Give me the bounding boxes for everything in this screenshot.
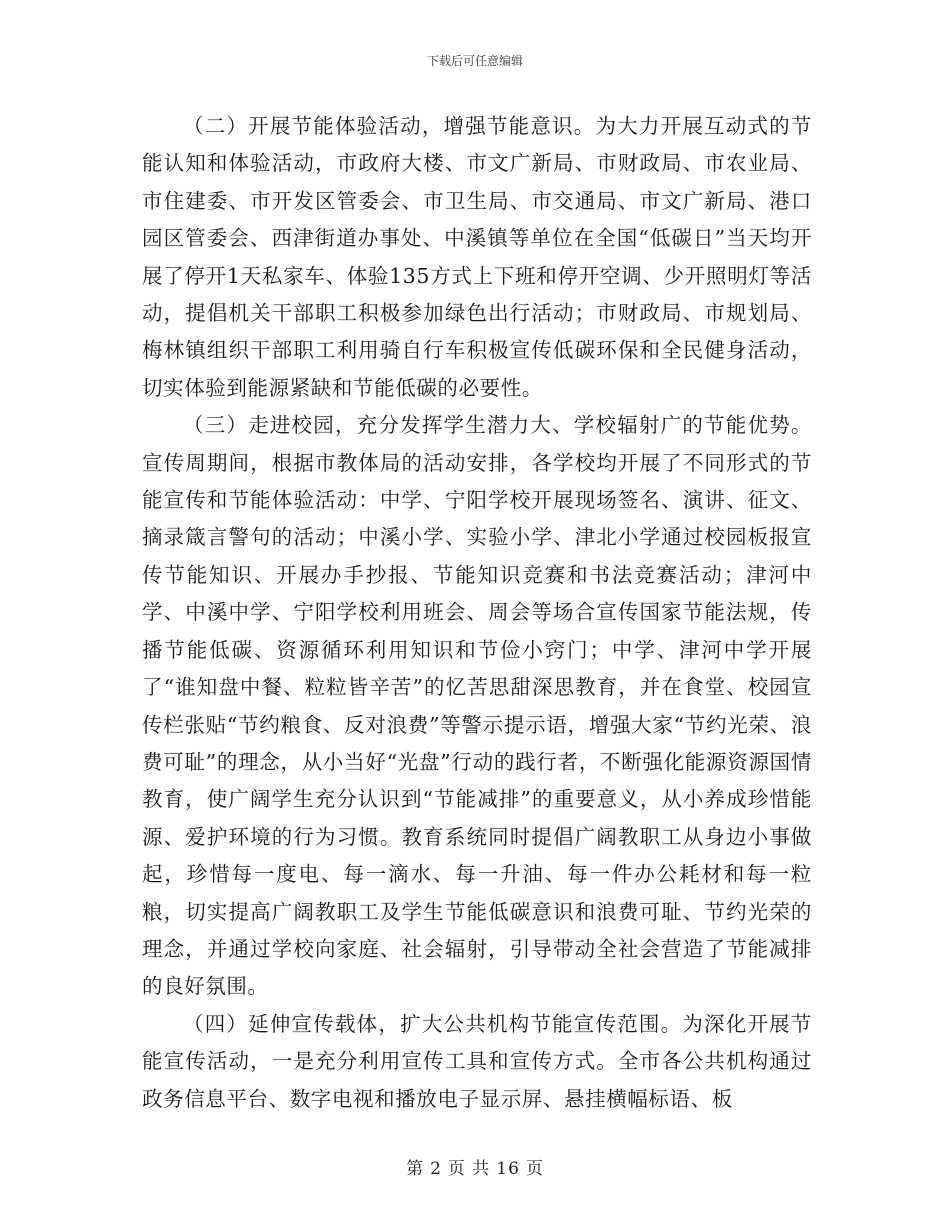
page-header: 下载后可任意编辑 [426,54,523,68]
page-footer [0,1154,950,1179]
footer-page-number: 2 [430,1159,442,1179]
footer-prefix: 第 [406,1159,425,1179]
paragraph-four: （四）延伸宣传载体，扩大公共机构节能宣传范围。为深化开展节能宣传活动，一是充分利用宣传工具和宣传方式。全市各公共机构通过政务信息平台、数字电视和播放电子显示屏、悬挂横幅标语、板 [142,1011,812,1111]
document-body [142,108,812,1118]
footer-total-pages: 16 [496,1159,520,1179]
footer-suffix: 页 [525,1159,544,1179]
paragraph-three: （三）走进校园，充分发挥学生潜力大、学校辐射广的节能优势。宣传周期间，根据市教体局的活动安排，各学校均开展了不同形式的节能宣传和节能体验活动：中学、宁阳学校开展现场签名、演讲、征文、摘录箴言警句的活动；中溪小学、实验小学、津北小学通过校园板报宣传节能知识、开展办手抄报、节能知识竞赛和书法竞赛活动；津河中学、中溪中学、宁阳学校利用班会、周会等场合宣传国家节能法规，传播节能低碳、资源循环利用知识和节俭小窍门；中学、津河中学开展了“谁知盘中餐、粒粒皆辛苦”的忆苦思甜深思教育，并在食堂、校园宣传栏张贴“节约粮食、反对浪费”等警示提示语，增强大家“节约光荣、浪费可耻”的理念，从小当好“光盘”行动的践行者，不断强化能源资源国情教育，使广阔学生充分认识到“节能减排”的重要意义，从小养成珍惜能源、爱护环境的行为习惯。教育系统同时提倡广阔教职工从身边小事做起，珍惜每一度电、每一滴水、每一升油、每一件办公耗材和每一粒粮，切实提高广阔教职工及学生节能低碳意识和浪费可耻、节约光荣的理念，并通过学校向家庭、社会辐射，引导带动全社会营造了节能减排的良好氛围。 [142,413,812,999]
paragraph-two: （二）开展节能体验活动，增强节能意识。为大力开展互动式的节能认知和体验活动，市政府大楼、市文广新局、市财政局、市农业局、市住建委、市开发区管委会、市卫生局、市交通局、市文广新局、港口园区管委会、西津街道办事处、中溪镇等单位在全国“低碳日”当天均开展了停开1天私家车、体验135方式上下班和停开空调、少开照明灯等活动，提倡机关干部职工积极参加绿色出行活动；市财政局、市规划局、梅林镇组织干部职工利用骑自行车积极宣传低碳环保和全民健身活动，切实体验到能源紧缺和节能低碳的必要性。 [142,114,812,400]
footer-middle: 页 共 [447,1159,491,1179]
